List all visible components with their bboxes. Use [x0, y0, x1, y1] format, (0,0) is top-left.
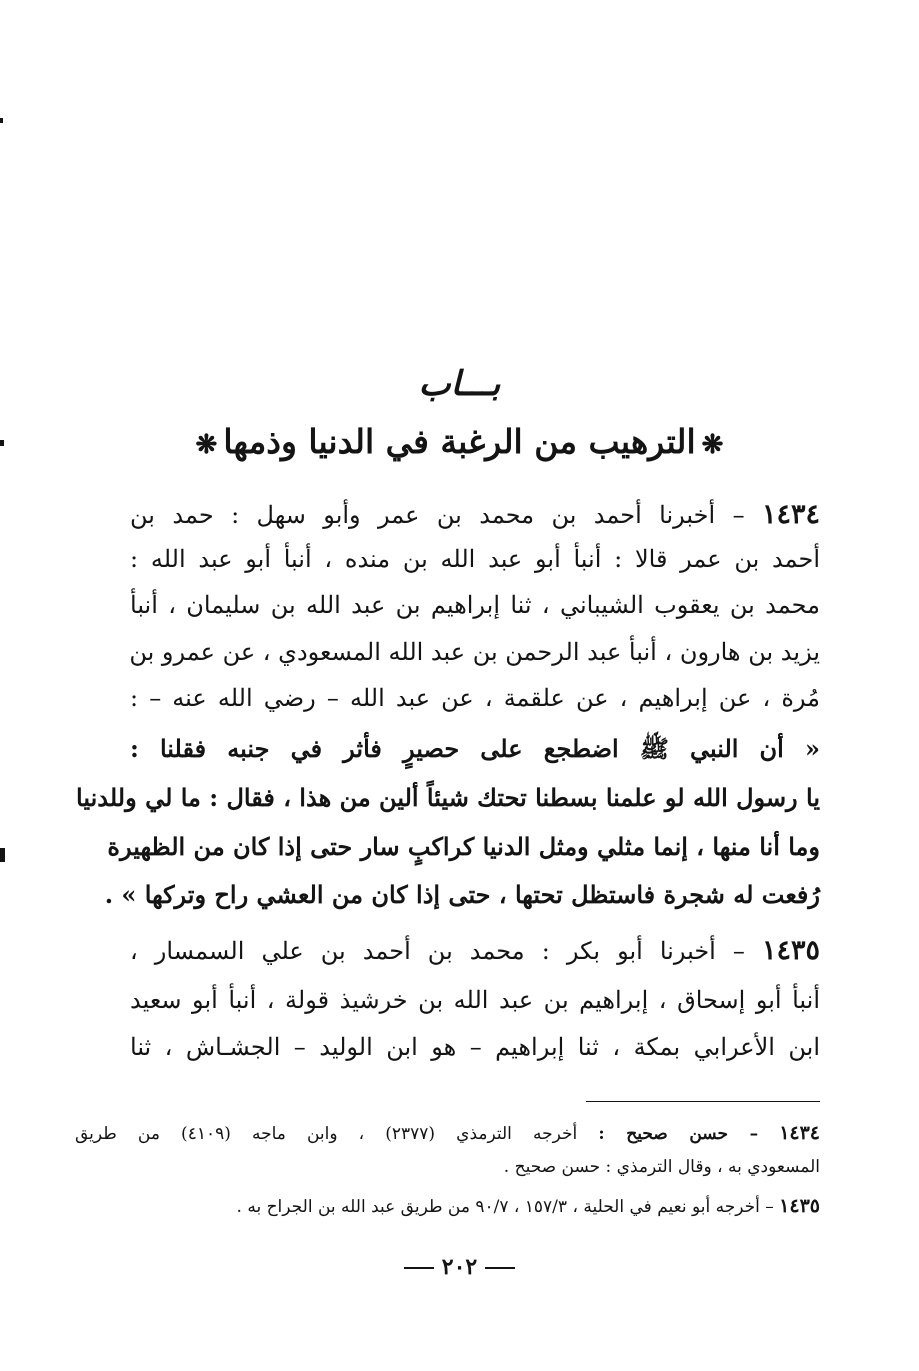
matn-line-1: « أن النبي ﷺ اضطجع على حصيرٍ فأثر في جنبه فقلنا : — [130, 734, 820, 763]
isnad-text: – أخبرنا أبو بكر : محمد بن أحمد بن علي السمسار ، — [130, 937, 745, 965]
footnote-1435-line-1 — [75, 1189, 820, 1223]
matn-line-4: رُفعت له شجرة فاستظل تحتها ، حتى إذا كان من العشي راح وتركها » . — [104, 880, 820, 909]
chapter-title-text: الترهيب من الرغبة في الدنيا وذمها — [223, 422, 696, 461]
folio-dash — [404, 1267, 434, 1269]
hadith-number: ١٤٣٥ — [761, 935, 820, 966]
ornament-icon: ❋ — [195, 430, 218, 460]
hadith-1434-line-3: محمد بن يعقوب الشيباني ، ثنا إبراهيم بن عبد الله بن سليمان ، أنبأ — [130, 591, 820, 619]
hadith-1434-line-5: مُرة ، عن إبراهيم ، عن علقمة ، عن عبد الله – رضي الله عنه – : — [130, 684, 820, 712]
scan-edge-mark — [0, 848, 5, 862]
footnote-text: أخرجه الترمذي (٢٣٧٧) ، وابن ماجه (٤١٠٩) من طريق — [75, 1124, 578, 1144]
footnote-number: ١٤٣٥ — [779, 1195, 820, 1217]
hadith-number: ١٤٣٤ — [761, 499, 820, 530]
hadith-1435-line-3: ابن الأعرابي بمكة ، ثنا إبراهيم – هو ابن الوليد – الجشـاش ، ثنا — [130, 1033, 820, 1061]
hadith-1435-line-1 — [130, 926, 820, 976]
footnote-divider — [586, 1101, 820, 1102]
folio-dash — [485, 1267, 515, 1269]
page-number-text: ٢٠٢ — [441, 1254, 478, 1280]
footnote-text: – أخرجه أبو نعيم في الحلية ، ١٥٧/٣ ، ٩٠/٧ من طريق عبد الله بن الجراح به . — [236, 1197, 774, 1217]
scan-edge-mark — [0, 118, 3, 123]
matn-line-2: يا رسول الله لو علمنا بسطنا تحتك شيئاً ألين من هذا ، فقال : ما لي وللدنيا — [76, 783, 820, 812]
chapter-label: بـــاب — [418, 364, 501, 404]
matn-line-3: وما أنا منها ، إنما مثلي ومثل الدنيا كراكبٍ سار حتى إذا كان من الظهيرة — [107, 832, 820, 861]
footnote-number: ١٤٣٤ — [779, 1122, 821, 1144]
hadith-1435-line-2: أنبأ أبو إسحاق ، إبراهيم بن عبد الله بن خرشيذ قولة ، أنبأ أبو سعيد — [130, 986, 820, 1014]
hadith-1434-line-1 — [130, 490, 820, 540]
isnad-text: – أخبرنا أحمد بن محمد بن عمر وأبو سهل : حمد بن — [130, 501, 745, 529]
footnote-1434-line-1 — [75, 1116, 820, 1150]
footnote-grade: – حسن صحيح : — [598, 1124, 759, 1144]
hadith-1434-line-4: يزيد بن هارون ، أنبأ عبد الرحمن بن عبد الله المسعودي ، عن عمرو بن — [129, 638, 820, 666]
footnote-1434-line-2: المسعودي به ، وقال الترمذي : حسن صحيح . — [503, 1157, 820, 1177]
page-number — [0, 1254, 919, 1280]
chapter-title — [0, 422, 919, 461]
hadith-1434-line-2: أحمد بن عمر قالا : أنبأ أبو عبد الله بن منده ، أنبأ أبو عبد الله : — [130, 545, 820, 573]
ornament-icon: ❋ — [701, 430, 724, 460]
